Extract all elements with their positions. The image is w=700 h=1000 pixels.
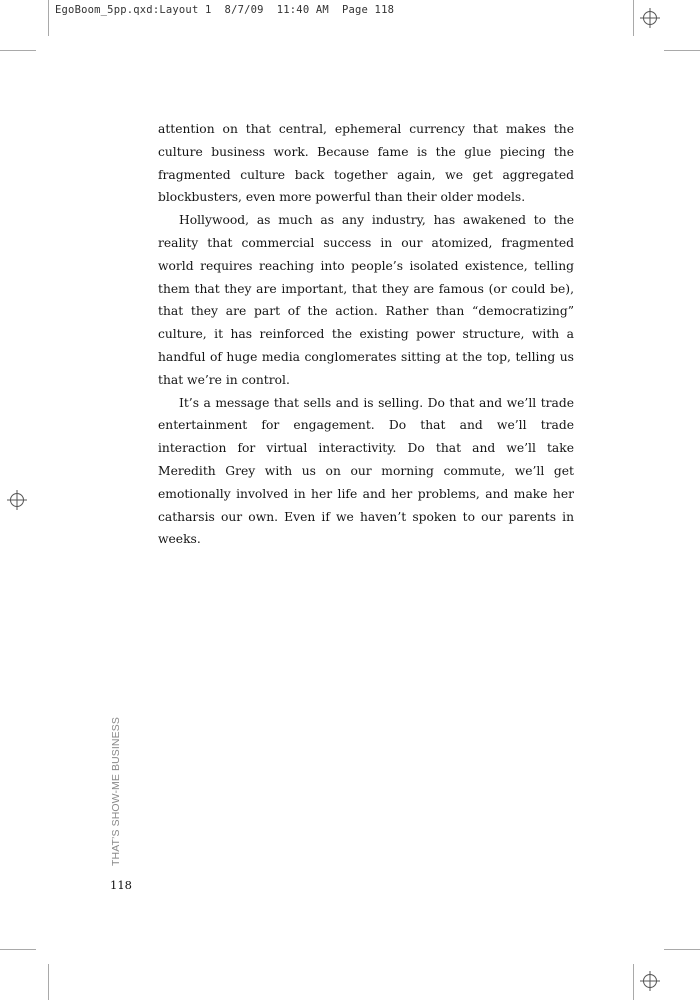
running-head: THAT’S SHOW-ME BUSINESS — [110, 717, 122, 866]
page-number: 118 — [110, 878, 132, 892]
registration-mark-left-icon — [7, 490, 27, 510]
slug-line: EgoBoom_5pp.qxd:Layout 1 8/7/09 11:40 AM Page 118 — [55, 4, 395, 16]
crop-mark-bottom-right-horizontal — [664, 949, 700, 950]
registration-mark-bottom-right-icon — [640, 971, 660, 991]
crop-mark-bottom-left-vertical — [48, 964, 49, 1000]
paragraph-1: attention on that central, ephemeral currency that makes the culture business work. Because fame is the glue piecing the fragmented culture back together again, we get aggregated blockbusters, even more powerful than their older models. — [158, 122, 574, 205]
paragraph-3: It’s a message that sells and is selling. Do that and we’ll trade entertainment for engagement. Do that and we’ll trade interaction for virtual interactivity. Do that and we’ll take Meredith Grey with us on our morning commute, we’ll get emotionally involved in her life and her problems, and make her catharsis our own. Even if we haven’t spoken to our parents in weeks. — [158, 395, 574, 547]
crop-mark-top-right-vertical — [633, 0, 634, 36]
registration-mark-top-right-icon — [640, 8, 660, 28]
crop-mark-bottom-left-horizontal — [0, 949, 36, 950]
body-text — [158, 118, 574, 551]
crop-mark-top-left-vertical — [48, 0, 49, 36]
crop-mark-bottom-right-vertical — [633, 964, 634, 1000]
paragraph-2: Hollywood, as much as any industry, has awakened to the reality that commercial success in our atomized, fragmented world requires reaching into people’s isolated existence, telling them that they are important, that they are famous (or could be), that they are part of the action. Rather than “democratizing” culture, it has reinforced the existing power structure, with a handful of huge media conglomerates sitting at the top, telling us that we’re in control. — [158, 213, 574, 387]
crop-mark-top-right-horizontal — [664, 50, 700, 51]
crop-mark-top-left-horizontal — [0, 50, 36, 51]
